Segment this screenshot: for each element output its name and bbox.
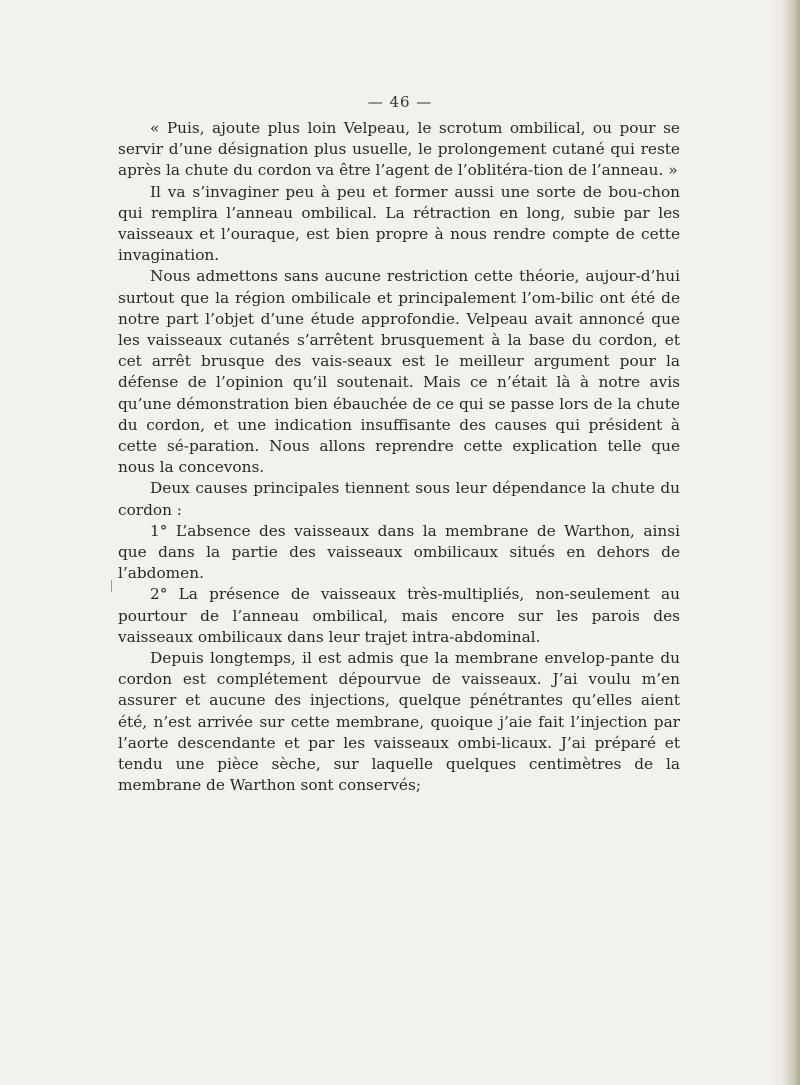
paragraph-4: Deux causes principales tiennent sous leur dépendance la chute du cordon : xyxy=(118,479,680,519)
body-text xyxy=(118,118,680,797)
paragraph-3: Nous admettons sans aucune restriction cette théorie, aujour-d’hui surtout que la région ombilicale et principalement l’om-bilic ont été de notre part l’objet d’une étude approfondie. Velpeau avait annoncé que les vaisseaux cutanés s’arrêtent brusquement à la base du cordon, et cet arrêt brusque des vais-seaux est le meilleur argument pour la défense de l’opinion qu’il soutenait. Mais ce n’était là à notre avis qu’une démonstration bien ébauchée de ce qui se passe lors de la chute du cordon, et une indication insuffisante des causes qui président à cette sé-paration. Nous allons reprendre cette explication telle que nous la concevons. xyxy=(118,267,680,477)
paragraph-7: Depuis longtemps, il est admis que la membrane envelop-pante du cordon est complétement dépourvue de vaisseaux. J’ai voulu m’en assurer et aucune des injections, quelque pénétrantes qu’elles aient été, n’est arrivée sur cette membrane, quoique j’aie fait l’injection par l’aorte descendante et par les vaisseaux ombi-licaux. J’ai préparé et tendu une pièce sèche, sur laquelle quelques centimètres de la membrane de Warthon sont conservés; xyxy=(118,649,680,795)
page-number: — 46 — xyxy=(367,93,433,111)
page-edge-shadow xyxy=(782,0,800,1085)
paragraph-1: « Puis, ajoute plus loin Velpeau, le scrotum ombilical, ou pour se servir d’une désignation plus usuelle, le prolongement cutané qui reste après la chute du cordon va être l’agent de l’oblitéra-tion de l’anneau. » xyxy=(118,119,680,180)
paragraph-6: 2° La présence de vaisseaux très-multipliés, non-seulement au pourtour de l’anneau ombilical, mais encore sur les parois des vaisseaux ombilicaux dans leur trajet intra-abdominal. xyxy=(118,585,680,646)
paragraph-2: Il va s’invaginer peu à peu et former aussi une sorte de bou-chon qui remplira l’anneau ombilical. La rétraction en long, subie par les vaisseaux et l’ouraque, est bien propre à nous rendre compte de cette invagination. xyxy=(118,182,680,265)
paragraph-5: 1° L’absence des vaisseaux dans la membrane de Warthon, ainsi que dans la partie des vaisseaux ombilicaux situés en dehors de l’abdomen. xyxy=(118,521,680,583)
print-speck xyxy=(111,580,112,592)
